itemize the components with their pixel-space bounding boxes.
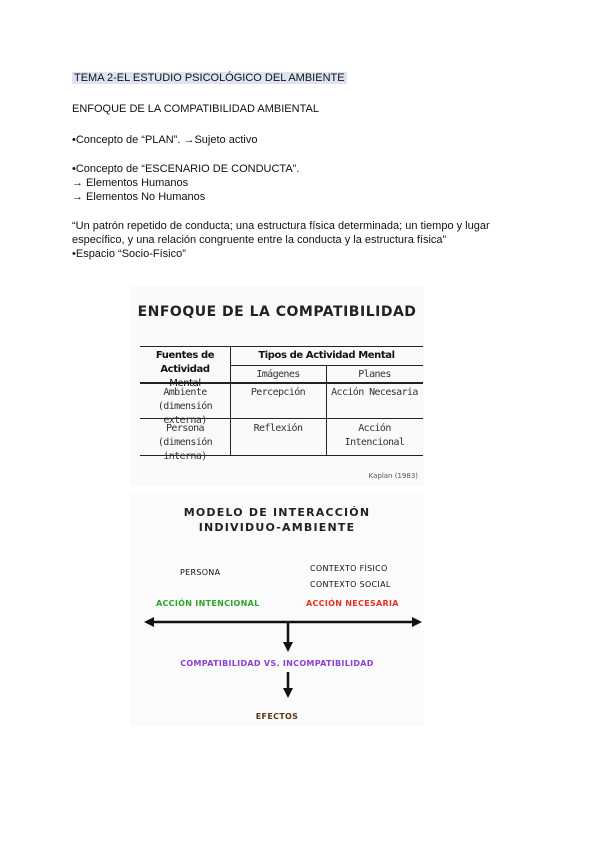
down-arrowhead-icon-2 xyxy=(283,688,293,698)
header-tipos: Tipos de Actividad Mental xyxy=(258,350,395,361)
plan-concept-line: •Concepto de “PLAN”. →Sujeto activo xyxy=(72,134,258,146)
persona-label: PERSONA xyxy=(180,568,221,577)
row-ambiente-planes: Acción Necesaria xyxy=(331,387,418,398)
interaction-arrows xyxy=(130,492,424,726)
right-arrowhead-icon xyxy=(412,617,422,627)
elementos-no-humanos-line: → Elementos No Humanos xyxy=(72,191,206,203)
header-fuentes: Fuentes de Actividad Mental xyxy=(155,350,215,389)
doc-subtitle: ENFOQUE DE LA COMPATIBILIDAD AMBIENTAL xyxy=(72,103,319,115)
quote-line-1: “Un patrón repetido de conducta; una estructura física determinada; un tiempo y lugar xyxy=(72,220,490,232)
figure1-citation: Kaplan (1983) xyxy=(368,472,418,480)
contexto-social-label: CONTEXTO SOCIAL xyxy=(310,580,391,589)
row-persona-planes: Acción Intencional xyxy=(344,423,405,448)
col-imagenes: Imágenes xyxy=(256,369,300,380)
row-persona-label: Persona (dimensión interna) xyxy=(157,423,213,462)
quote-line-2: específico, y una relación congruente entre la conducta y la estructura física” xyxy=(72,234,447,246)
escenario-concept-line: •Concepto de “ESCENARIO DE CONDUCTA”. xyxy=(72,163,300,175)
row-ambiente-label: Ambiente (dimensión externa) xyxy=(157,387,213,426)
figure2-title-line-2: INDIVIDUO-AMBIENTE xyxy=(198,521,356,534)
compatibilidad-label: COMPATIBILIDAD VS. INCOMPATIBILIDAD xyxy=(180,659,374,668)
row-ambiente-imagenes: Percepción xyxy=(250,387,306,398)
down-arrowhead-icon-1 xyxy=(283,642,293,652)
espacio-socio-fisico-line: •Espacio “Socio-Físico” xyxy=(72,248,186,260)
interaction-model-figure xyxy=(130,492,424,726)
accion-necesaria-label: ACCIÓN NECESARIA xyxy=(306,599,399,608)
figure2-title-line-1: MODELO DE INTERACCIÓN xyxy=(183,506,371,519)
table-top-rule xyxy=(140,346,423,347)
elementos-humanos-line: → Elementos Humanos xyxy=(72,177,189,189)
doc-title: TEMA 2-EL ESTUDIO PSICOLÓGICO DEL AMBIENTE xyxy=(74,72,345,84)
compatibility-table-figure xyxy=(130,286,424,486)
contexto-fisico-label: CONTEXTO FÍSICO xyxy=(310,564,388,573)
col-planes: Planes xyxy=(358,369,391,380)
efectos-label: EFECTOS xyxy=(255,712,299,721)
row-persona-imagenes: Reflexión xyxy=(253,423,303,434)
accion-intencional-label: ACCIÓN INTENCIONAL xyxy=(156,599,260,608)
left-arrowhead-icon xyxy=(144,617,154,627)
figure1-title: ENFOQUE DE LA COMPATIBILIDAD xyxy=(137,304,417,320)
